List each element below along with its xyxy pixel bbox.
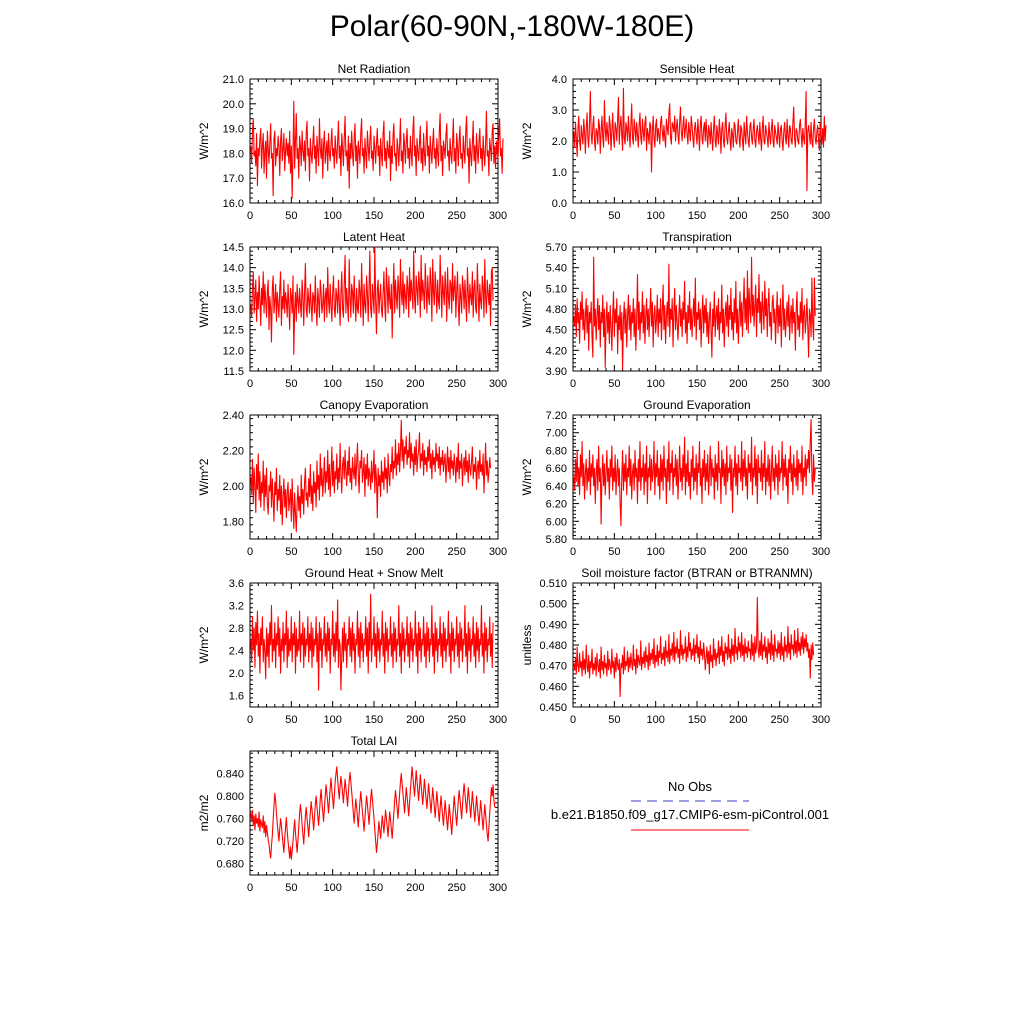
series-line xyxy=(574,257,815,369)
x-tick-label: 250 xyxy=(447,882,466,894)
y-tick-label: 1.0 xyxy=(551,167,567,179)
x-tick-label: 0 xyxy=(246,210,254,222)
x-tick-label: 150 xyxy=(687,210,707,222)
x-tick-label: 300 xyxy=(488,378,508,390)
x-tick-label: 150 xyxy=(364,210,384,222)
x-tick-label: 200 xyxy=(406,210,425,222)
y-tick-label: 13.5 xyxy=(222,283,244,296)
x-tick-label: 300 xyxy=(488,714,508,726)
x-tick-label: 200 xyxy=(729,546,748,558)
x-tick-label: 0 xyxy=(246,882,254,894)
x-tick-label: 50 xyxy=(608,378,621,390)
x-tick-label: 300 xyxy=(488,210,508,222)
x-tick-label: 150 xyxy=(364,714,384,726)
x-tick-label: 0 xyxy=(246,714,254,726)
y-tick-label: 4.80 xyxy=(545,304,567,316)
chart-panel-9 xyxy=(197,734,507,894)
y-tick-label: 0.460 xyxy=(539,681,567,694)
chart-panel-2 xyxy=(520,62,830,222)
series-line xyxy=(574,88,826,190)
panel-title: Latent Heat xyxy=(342,230,406,244)
panel-title: Soil moisture factor (BTRAN or BTRANMN) xyxy=(581,566,813,580)
x-tick-label: 300 xyxy=(811,378,831,390)
x-tick-label: 150 xyxy=(687,378,707,390)
y-tick-label: 5.70 xyxy=(545,242,567,254)
y-tick-label: 0.450 xyxy=(539,702,567,714)
y-tick-label: 16.0 xyxy=(222,198,244,210)
x-tick-label: 50 xyxy=(285,882,298,894)
y-axis-label: W/m^2 xyxy=(197,626,211,664)
y-tick-label: 3.2 xyxy=(228,600,244,613)
x-tick-label: 0 xyxy=(246,546,254,558)
y-tick-label: 2.0 xyxy=(228,668,244,681)
x-tick-label: 50 xyxy=(608,210,621,222)
x-tick-label: 300 xyxy=(811,546,831,558)
y-tick-label: 14.5 xyxy=(222,242,244,254)
x-tick-label: 0 xyxy=(569,210,577,222)
y-tick-label: 5.10 xyxy=(545,283,567,296)
chart-panel-8 xyxy=(520,566,830,726)
y-tick-label: 7.00 xyxy=(545,427,567,440)
y-tick-label: 21.0 xyxy=(222,74,244,86)
y-tick-label: 0.480 xyxy=(539,640,567,652)
y-tick-label: 0.760 xyxy=(216,813,244,826)
y-tick-label: 2.20 xyxy=(222,445,244,458)
y-axis-label: W/m^2 xyxy=(197,290,211,328)
panel-title: Total LAI xyxy=(350,734,398,748)
x-tick-label: 200 xyxy=(729,714,748,726)
series-line xyxy=(251,594,493,690)
x-tick-label: 100 xyxy=(323,714,342,726)
x-tick-label: 50 xyxy=(285,378,298,390)
y-axis-label: W/m^2 xyxy=(520,458,534,496)
x-tick-label: 300 xyxy=(488,546,508,558)
y-tick-label: 3.6 xyxy=(228,578,244,590)
panel-title: Transpiration xyxy=(662,230,732,244)
x-tick-label: 100 xyxy=(323,210,342,222)
x-tick-label: 200 xyxy=(406,714,425,726)
x-tick-label: 50 xyxy=(285,210,298,222)
x-tick-label: 300 xyxy=(488,882,508,894)
x-tick-label: 150 xyxy=(364,882,384,894)
x-tick-label: 250 xyxy=(447,210,466,222)
panels-layer xyxy=(197,62,830,894)
y-tick-label: 12.5 xyxy=(222,324,244,337)
legend xyxy=(551,779,829,830)
x-tick-label: 250 xyxy=(447,378,466,390)
series-line xyxy=(251,420,491,532)
y-axis-label: W/m^2 xyxy=(197,458,211,496)
chart-panel-3 xyxy=(197,230,507,390)
series-line xyxy=(251,101,503,198)
y-tick-label: 0.490 xyxy=(539,619,567,632)
y-axis-label: W/m^2 xyxy=(197,122,211,160)
x-tick-label: 50 xyxy=(608,546,621,558)
x-tick-label: 100 xyxy=(646,546,665,558)
y-tick-label: 4.50 xyxy=(545,324,567,337)
legend-model-label: b.e21.B1850.f09_g17.CMIP6-esm-piControl.001 xyxy=(550,807,830,822)
y-tick-label: 2.0 xyxy=(551,136,567,148)
y-tick-label: 0.470 xyxy=(539,660,567,673)
x-tick-label: 200 xyxy=(406,882,425,894)
x-tick-label: 0 xyxy=(246,378,254,390)
x-tick-label: 200 xyxy=(729,378,748,390)
y-tick-label: 14.0 xyxy=(222,262,244,275)
y-tick-label: 6.80 xyxy=(545,445,567,458)
y-tick-label: 0.720 xyxy=(216,836,244,849)
y-tick-label: 6.00 xyxy=(545,516,567,529)
x-tick-label: 300 xyxy=(811,714,831,726)
series-line xyxy=(251,247,493,354)
y-tick-label: 4.0 xyxy=(551,74,567,86)
y-tick-label: 6.40 xyxy=(545,480,567,493)
y-axis-label: W/m^2 xyxy=(520,122,534,160)
x-tick-label: 250 xyxy=(770,714,789,726)
x-tick-label: 100 xyxy=(323,546,342,558)
y-tick-label: 2.00 xyxy=(222,480,244,493)
x-tick-label: 50 xyxy=(285,714,298,726)
y-tick-label: 0.0 xyxy=(551,198,567,210)
x-tick-label: 200 xyxy=(406,546,425,558)
y-tick-label: 4.20 xyxy=(545,345,567,358)
y-tick-label: 3.90 xyxy=(545,366,567,378)
x-tick-label: 250 xyxy=(770,210,789,222)
y-axis-label: unitless xyxy=(520,624,534,666)
y-tick-label: 17.0 xyxy=(222,173,244,186)
y-tick-label: 0.510 xyxy=(539,578,567,590)
x-tick-label: 0 xyxy=(569,378,577,390)
x-tick-label: 150 xyxy=(687,546,707,558)
y-tick-label: 12.0 xyxy=(222,345,244,358)
y-tick-label: 7.20 xyxy=(545,410,567,422)
chart-panel-1 xyxy=(197,62,507,222)
panel-title: Ground Evaporation xyxy=(643,398,751,412)
chart-panel-5 xyxy=(197,398,507,558)
x-tick-label: 100 xyxy=(646,378,665,390)
chart-panel-6 xyxy=(520,398,830,558)
y-tick-label: 20.0 xyxy=(222,98,244,111)
series-line xyxy=(574,597,814,696)
x-tick-label: 250 xyxy=(447,546,466,558)
y-tick-label: 18.0 xyxy=(222,148,244,161)
y-tick-label: 0.800 xyxy=(216,791,244,804)
series-line xyxy=(251,767,495,859)
y-tick-label: 3.0 xyxy=(551,105,567,117)
x-tick-label: 200 xyxy=(406,378,425,390)
y-tick-label: 1.80 xyxy=(222,516,244,529)
y-axis-label: m2/m2 xyxy=(197,794,211,832)
x-tick-label: 0 xyxy=(569,714,577,726)
y-tick-label: 0.500 xyxy=(539,598,567,611)
y-tick-label: 2.40 xyxy=(222,410,244,422)
x-tick-label: 50 xyxy=(285,546,298,558)
y-tick-label: 5.40 xyxy=(545,262,567,275)
legend-obs-label: No Obs xyxy=(667,779,713,794)
x-tick-label: 250 xyxy=(770,378,789,390)
x-tick-label: 50 xyxy=(608,714,621,726)
y-tick-label: 19.0 xyxy=(222,123,244,136)
panel-title: Sensible Heat xyxy=(659,62,735,76)
panel-title: Net Radiation xyxy=(337,62,411,76)
chart-panel-4 xyxy=(520,230,830,390)
y-tick-label: 5.80 xyxy=(545,534,567,546)
x-tick-label: 150 xyxy=(364,378,384,390)
x-tick-label: 250 xyxy=(447,714,466,726)
series-line xyxy=(574,419,815,525)
figure-title: Polar(60-90N,-180W-180E) xyxy=(329,10,695,43)
x-tick-label: 100 xyxy=(323,882,342,894)
y-tick-label: 11.5 xyxy=(223,366,244,378)
y-tick-label: 13.0 xyxy=(222,304,244,316)
y-tick-label: 1.6 xyxy=(228,690,244,703)
y-tick-label: 2.8 xyxy=(228,623,244,636)
y-axis-label: W/m^2 xyxy=(520,290,534,328)
y-tick-label: 0.840 xyxy=(216,768,244,781)
chart-panel-7 xyxy=(197,566,507,726)
y-tick-label: 6.20 xyxy=(545,498,567,511)
x-tick-label: 300 xyxy=(811,210,831,222)
panel-title: Canopy Evaporation xyxy=(319,398,429,412)
x-tick-label: 0 xyxy=(569,546,577,558)
x-tick-label: 200 xyxy=(729,210,748,222)
x-tick-label: 150 xyxy=(687,714,707,726)
x-tick-label: 250 xyxy=(770,546,789,558)
y-tick-label: 6.60 xyxy=(545,463,567,476)
y-tick-label: 2.4 xyxy=(228,645,244,658)
x-tick-label: 100 xyxy=(646,210,665,222)
x-tick-label: 100 xyxy=(323,378,342,390)
panel-title: Ground Heat + Snow Melt xyxy=(304,566,444,580)
x-tick-label: 150 xyxy=(364,546,384,558)
y-tick-label: 0.680 xyxy=(216,858,244,871)
x-tick-label: 100 xyxy=(646,714,665,726)
